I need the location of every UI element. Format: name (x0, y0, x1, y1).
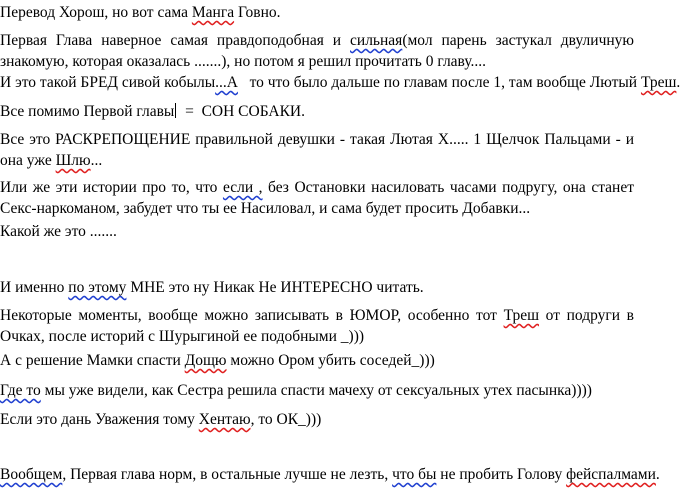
spelling-error-word[interactable]: Шлю (55, 152, 91, 169)
text-run: (мол парень застукал двуличную знакомую, которая оказалась .......), но потом я решил прочитать 0 главу.... (0, 32, 634, 70)
text-run: Все это РАСКРЕПОЩЕНИЕ правильной девушки - такая Лютая Х..... 1 Щелчок Пальцами - и она уже (0, 131, 634, 169)
text-run: ... (90, 152, 103, 169)
text-run: не пробить Голову (436, 466, 567, 483)
spelling-error-word[interactable]: фейспалмами (566, 466, 656, 483)
paragraph-6 (0, 177, 634, 219)
text-run: Какой же это ....... (0, 223, 117, 240)
text-run: , то ОК_))) (250, 411, 322, 428)
grammar-error-word[interactable]: сильная (350, 32, 403, 49)
text-run: от подруги в Очках, после историй с Шурыгиной ее подобными _))) (0, 307, 634, 345)
text-run: без Остановки насиловать часами подругу, она станет Секс-наркоманом, забудет что ты ее Насиловал, и сама будет просить Добавки... (0, 179, 634, 217)
grammar-error-word[interactable]: Вообщем (0, 466, 63, 483)
spelling-error-word[interactable]: Хентаю (198, 411, 251, 428)
text-run: МНЕ это ну Никак Не ИНТЕРЕСНО читать. (126, 279, 424, 296)
paragraph-9 (0, 305, 634, 347)
paragraph-10 (0, 350, 640, 371)
grammar-error-word[interactable]: Где то (0, 382, 41, 399)
text-run: Говно. (234, 4, 281, 21)
paragraph-2 (0, 30, 634, 72)
text-run: Или же эти истории про то, что (0, 179, 223, 196)
spelling-error-word[interactable]: Дощю (184, 352, 227, 369)
grammar-error-word[interactable]: если , (222, 179, 263, 196)
text-run: Если это дань Уважения тому (0, 411, 199, 428)
text-run: Первая Глава наверное самая правдоподобная и (0, 32, 351, 49)
text-run: Перевод Хорош, но вот сама (0, 4, 192, 21)
grammar-error-word[interactable]: по этому (68, 279, 127, 296)
text-run: Некоторые моменты, вообще можно записывать в ЮМОР, особенно тот (0, 307, 504, 324)
text-run: = СОН СОБАКИ. (177, 103, 305, 120)
paragraph-7 (0, 221, 640, 242)
grammar-error-word[interactable]: что бы (392, 466, 437, 483)
spelling-error-word[interactable]: Треш (640, 74, 677, 91)
paragraph-12 (0, 409, 640, 430)
text-run: то что было дальше по главам после 1, там вообще Лютый (237, 74, 641, 91)
paragraph-13 (0, 464, 660, 485)
grammar-error-word[interactable]: ...А (215, 74, 238, 91)
paragraph-3 (0, 72, 680, 93)
spelling-error-word[interactable]: Треш (503, 307, 540, 324)
text-run: . (676, 74, 680, 91)
paragraph-4 (0, 101, 640, 122)
paragraph-1 (0, 2, 640, 23)
text-run: И это такой БРЕД сивой кобылы (0, 74, 216, 91)
paragraph-5 (0, 129, 634, 171)
spelling-error-word[interactable]: Манга (191, 4, 235, 21)
text-run: мы уже видели, как Сестра решила спасти мачеху от сексуальных утех пасынка)))) (40, 382, 592, 399)
text-run: , Первая глава норм, в остальные лучше не лезть, (62, 466, 393, 483)
paragraph-8 (0, 277, 640, 298)
text-run: А с решение Мамки спасти (0, 352, 185, 369)
text-run: Все помимо Первой главы (0, 103, 175, 120)
text-run: можно Ором убить соседей_))) (226, 352, 435, 369)
paragraph-11 (0, 380, 640, 401)
text-run: . (655, 466, 660, 483)
text-run: И именно (0, 279, 69, 296)
